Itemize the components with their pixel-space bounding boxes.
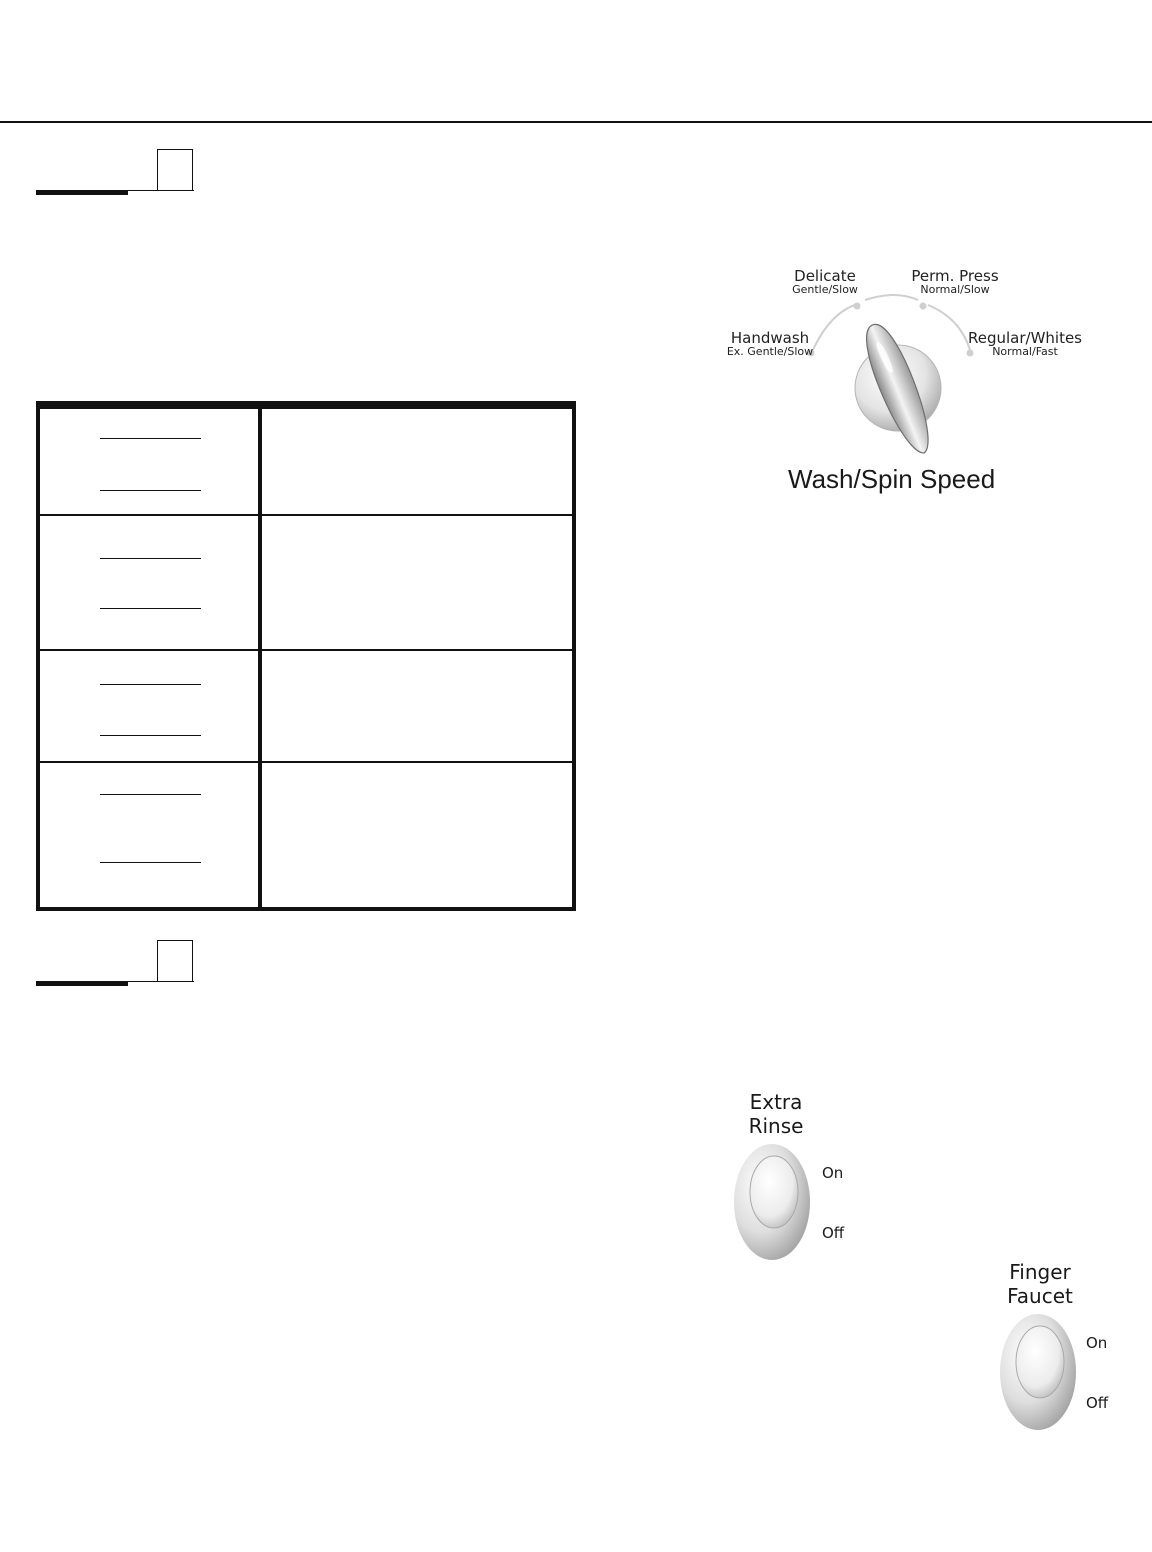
dial-label-main: Regular/Whites [967,329,1083,347]
table-blank-line [100,735,201,736]
finger-faucet-title [996,1260,1084,1308]
extra-rinse-off-label: Off [822,1224,845,1242]
dial-label-main: Handwash [730,329,810,347]
table-column-divider [258,401,262,911]
toggle-title-line: Rinse [748,1114,804,1138]
finger-faucet-on-label: On [1086,1334,1108,1352]
table-blank-line [100,794,201,795]
table-blank-line [100,608,201,609]
toggle-title-line: Finger [1009,1260,1071,1284]
toggle-title-line: Extra [749,1090,803,1114]
settings-table [36,401,576,911]
dial-label-perm-press [900,268,1010,296]
dial-label-sub: Normal/Slow [920,283,990,296]
extra-rinse-title [736,1090,816,1138]
dial-label-sub: Gentle/Slow [792,283,858,296]
dial-label-regular-whites [965,330,1085,358]
section-marker-bar [36,190,128,195]
finger-faucet-control [986,1258,1136,1438]
finger-faucet-off-label: Off [1086,1394,1109,1412]
wash-spin-speed-dial [700,260,1100,510]
dial-label-delicate [775,268,875,296]
table-row-divider [36,761,576,763]
finger-faucet-toggle-switch[interactable] [998,1312,1078,1432]
section-marker-2 [36,940,196,990]
dial-label-main: Delicate [794,267,856,285]
table-blank-line [100,438,201,439]
toggle-title-line: Faucet [1007,1284,1073,1308]
dial-label-handwash [710,330,830,358]
table-blank-line [100,558,201,559]
table-blank-line [100,490,201,491]
dial-position-dot [854,303,861,310]
dial-label-main: Perm. Press [911,267,999,285]
table-row-divider [36,649,576,651]
section-marker-1 [36,149,196,199]
dial-label-sub: Normal/Fast [992,345,1058,358]
dial-arc [928,305,970,350]
section-marker-bar [36,981,128,986]
extra-rinse-control [720,1088,870,1268]
page-header-rule [0,121,1152,123]
table-blank-line [100,862,201,863]
extra-rinse-on-label: On [822,1164,844,1182]
section-marker-box [157,149,193,191]
dial-title: Wash/Spin Speed [788,464,996,494]
dial-label-sub: Ex. Gentle/Slow [726,345,814,358]
table-blank-line [100,684,201,685]
table-row-divider [36,514,576,516]
section-marker-box [157,940,193,982]
extra-rinse-toggle-switch[interactable] [732,1142,812,1262]
dial-position-dot [920,303,927,310]
